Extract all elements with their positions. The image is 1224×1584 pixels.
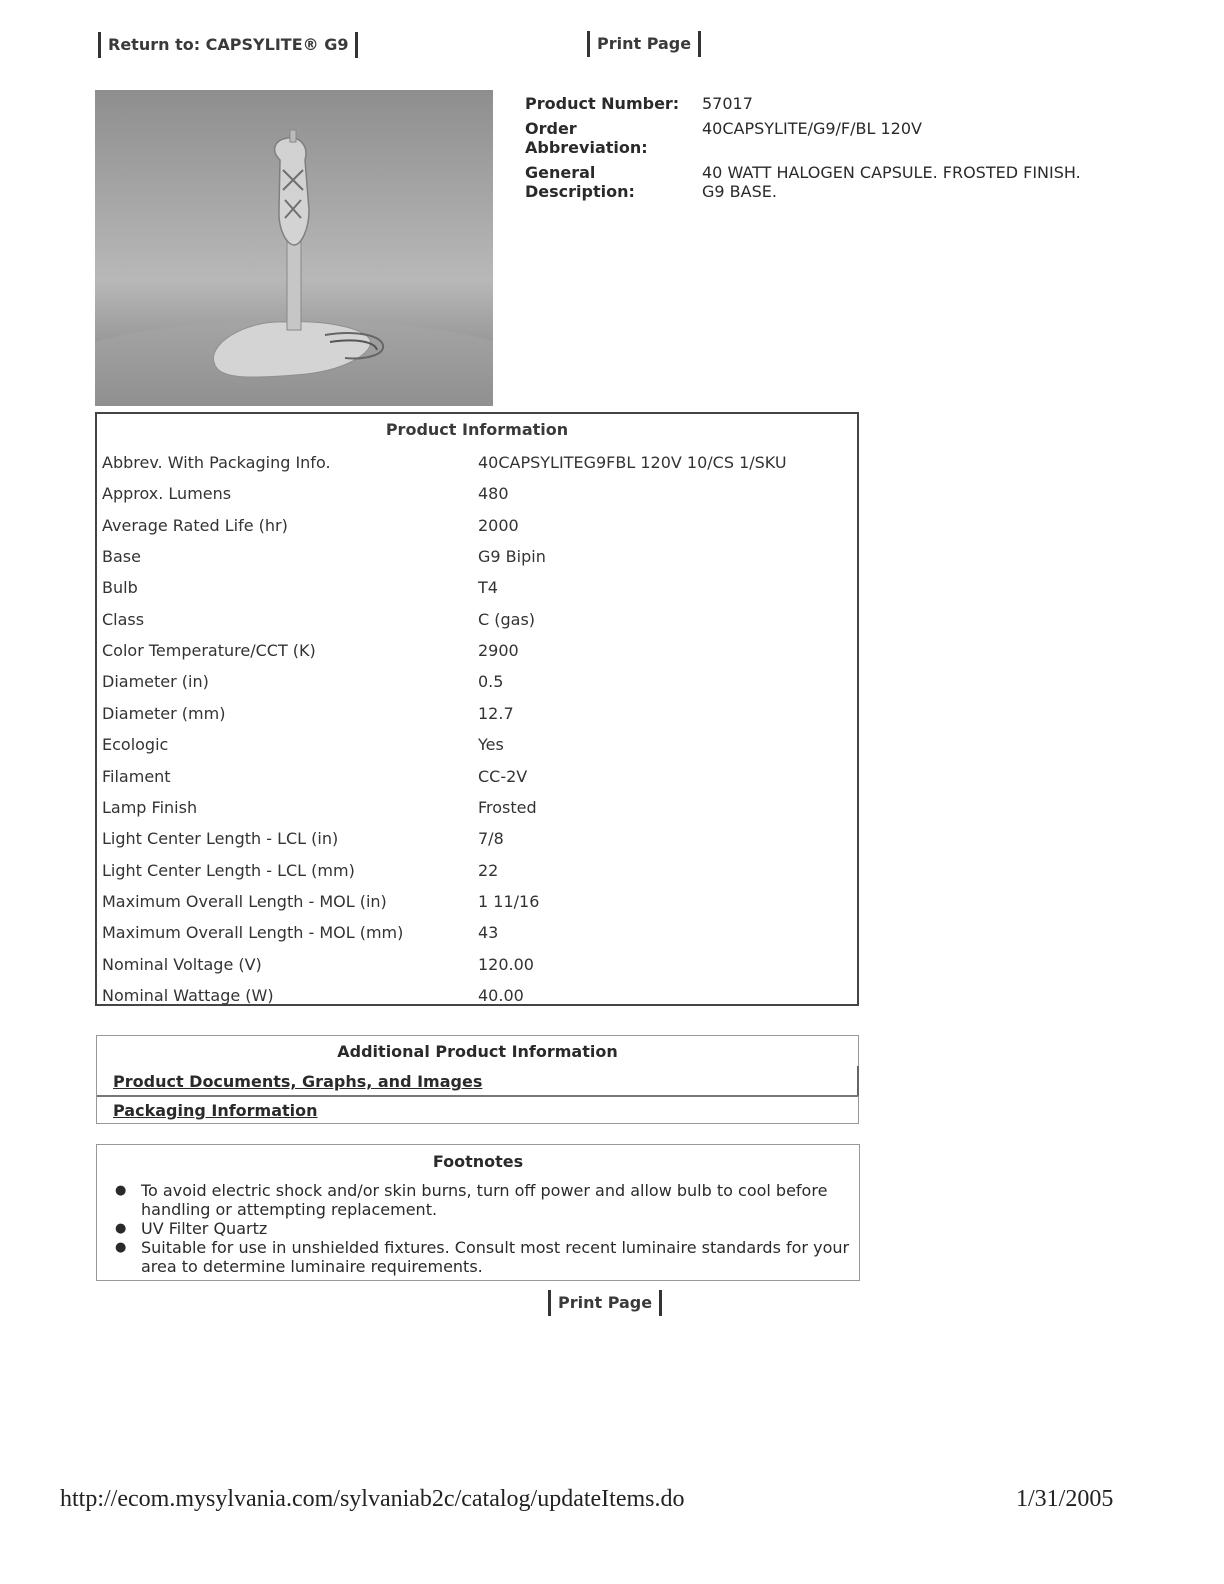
order-abbrev-label: Order Abbreviation: bbox=[525, 119, 648, 157]
table-row bbox=[97, 980, 857, 1011]
row-label: Diameter (in) bbox=[102, 672, 209, 692]
row-label: Ecologic bbox=[102, 735, 169, 755]
table-row bbox=[97, 792, 857, 823]
table-row bbox=[97, 917, 857, 948]
row-value: Yes bbox=[478, 735, 504, 755]
product-image bbox=[95, 90, 493, 406]
product-information-title: Product Information bbox=[385, 420, 569, 439]
footnote-item: ● To avoid electric shock and/or skin burns, turn off power and allow bulb to cool before handling or attempting replacement. bbox=[141, 1181, 851, 1219]
row-value: 1 11/16 bbox=[478, 891, 540, 911]
table-row bbox=[97, 729, 857, 760]
row-label: Diameter (mm) bbox=[102, 703, 226, 723]
row-value: 120.00 bbox=[478, 954, 534, 974]
row-value: 2000 bbox=[478, 515, 519, 535]
table-row bbox=[97, 761, 857, 792]
row-label: Approx. Lumens bbox=[102, 484, 232, 504]
row-value: 40.00 bbox=[478, 985, 524, 1005]
table-row bbox=[97, 666, 857, 697]
row-label: Filament bbox=[102, 766, 171, 786]
row-value: 480 bbox=[478, 484, 509, 504]
row-value: C (gas) bbox=[478, 609, 536, 629]
table-row bbox=[97, 635, 857, 666]
table-row bbox=[97, 604, 857, 635]
row-label: Bulb bbox=[102, 578, 138, 598]
table-row bbox=[97, 855, 857, 886]
footnote-item: ● UV Filter Quartz bbox=[141, 1219, 851, 1238]
return-link[interactable]: Return to: CAPSYLITE® G9 bbox=[98, 32, 358, 58]
halogen-capsule-icon bbox=[95, 90, 493, 406]
table-row bbox=[97, 949, 857, 980]
row-value: CC-2V bbox=[478, 766, 528, 786]
row-label: Light Center Length - LCL (in) bbox=[102, 829, 339, 849]
row-value: 2900 bbox=[478, 641, 519, 661]
product-number-label: Product Number: bbox=[525, 94, 680, 113]
row-value: 40CAPSYLITEG9FBL 120V 10/CS 1/SKU bbox=[478, 453, 787, 472]
footer-date: 1/31/2005 bbox=[1016, 1486, 1114, 1512]
divider bbox=[857, 1066, 859, 1096]
table-row bbox=[97, 572, 857, 603]
row-label: Maximum Overall Length - MOL (mm) bbox=[102, 923, 404, 943]
table-row bbox=[97, 447, 857, 478]
footnotes-list bbox=[141, 1181, 851, 1276]
row-value: G9 Bipin bbox=[478, 547, 546, 567]
packaging-information-link[interactable]: Packaging Information bbox=[113, 1101, 318, 1120]
print-page-button-bottom[interactable]: Print Page bbox=[548, 1290, 662, 1316]
row-value: 22 bbox=[478, 860, 499, 880]
table-row bbox=[97, 478, 857, 509]
general-desc-value: 40 WATT HALOGEN CAPSULE. FROSTED FINISH. G9 BASE. bbox=[702, 163, 1081, 201]
table-row bbox=[97, 886, 857, 917]
row-label: Abbrev. With Packaging Info. bbox=[102, 453, 331, 472]
additional-info-title: Additional Product Information bbox=[337, 1042, 618, 1061]
row-label: Class bbox=[102, 609, 145, 629]
product-documents-link[interactable]: Product Documents, Graphs, and Images bbox=[113, 1072, 483, 1091]
row-label: Lamp Finish bbox=[102, 797, 198, 817]
row-label: Average Rated Life (hr) bbox=[102, 515, 288, 535]
additional-product-information bbox=[96, 1035, 859, 1124]
order-abbrev-value: 40CAPSYLITE/G9/F/BL 120V bbox=[702, 119, 922, 138]
row-label: Nominal Wattage (W) bbox=[102, 985, 274, 1005]
row-value: 43 bbox=[478, 923, 499, 943]
footnotes-title: Footnotes bbox=[432, 1152, 524, 1171]
print-page-button-top[interactable]: Print Page bbox=[587, 31, 701, 57]
row-label: Base bbox=[102, 547, 141, 567]
divider bbox=[97, 1095, 858, 1097]
footnotes-section bbox=[96, 1144, 860, 1281]
footnote-item: ● Suitable for use in unshielded fixtures. Consult most recent luminaire standards for your area to determine luminaire requirements. bbox=[141, 1238, 851, 1276]
general-desc-label: General Description: bbox=[525, 163, 635, 201]
row-value: T4 bbox=[478, 578, 498, 598]
footer-url: http://ecom.mysylvania.com/sylvaniab2c/catalog/updateItems.do bbox=[60, 1486, 685, 1512]
row-value: 0.5 bbox=[478, 672, 504, 692]
table-row bbox=[97, 541, 857, 572]
row-value: Frosted bbox=[478, 797, 537, 817]
row-label: Light Center Length - LCL (mm) bbox=[102, 860, 355, 880]
product-number-value: 57017 bbox=[702, 94, 753, 113]
row-label: Maximum Overall Length - MOL (in) bbox=[102, 891, 387, 911]
product-information-table bbox=[95, 412, 859, 1006]
table-row bbox=[97, 698, 857, 729]
row-label: Color Temperature/CCT (K) bbox=[102, 641, 316, 661]
table-row bbox=[97, 510, 857, 541]
row-value: 12.7 bbox=[478, 703, 514, 723]
row-label: Nominal Voltage (V) bbox=[102, 954, 262, 974]
table-row bbox=[97, 823, 857, 854]
row-value: 7/8 bbox=[478, 829, 504, 849]
